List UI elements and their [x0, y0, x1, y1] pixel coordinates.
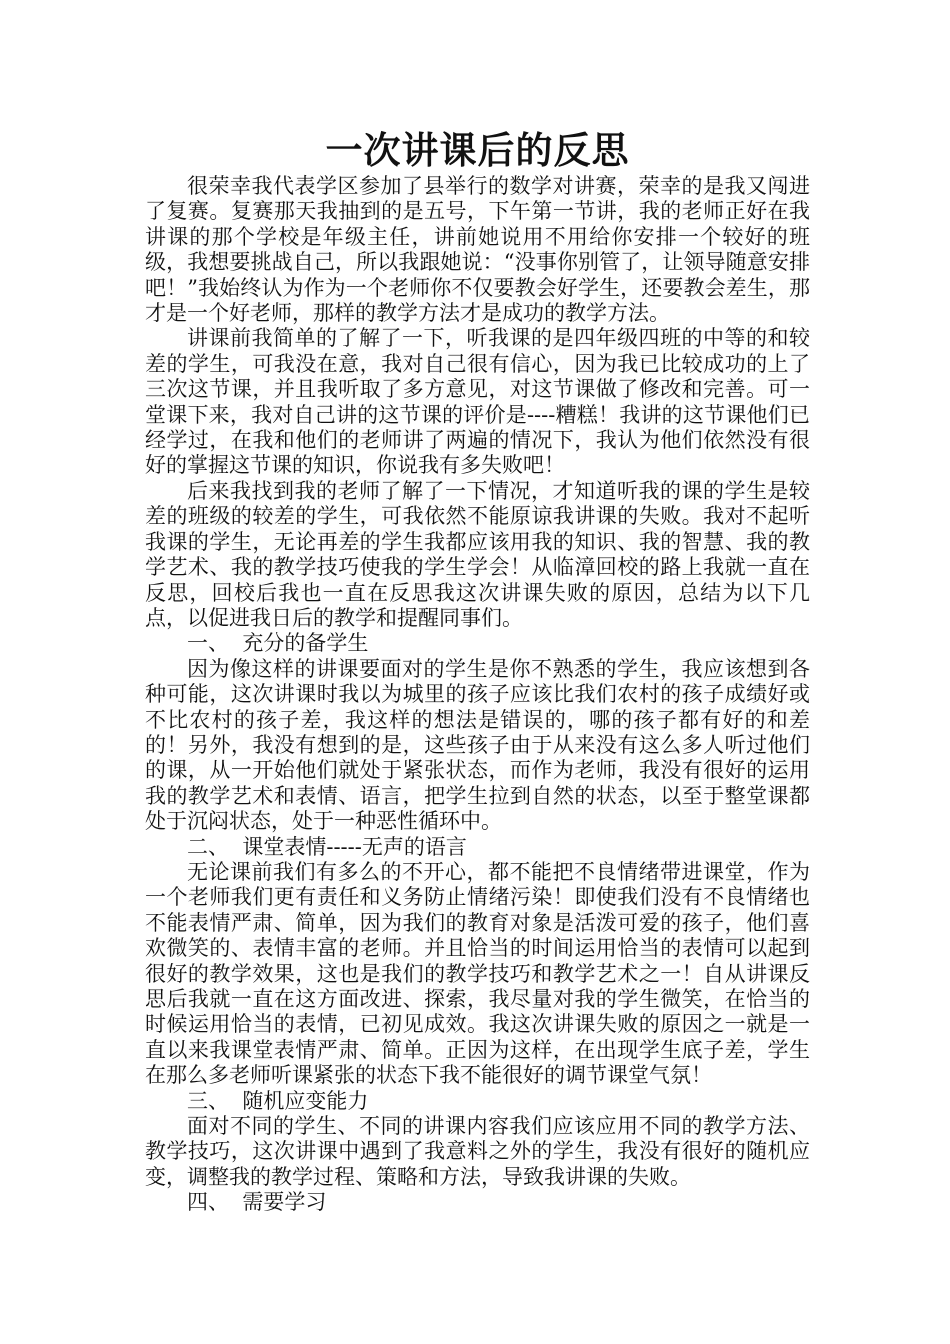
paragraph-section-2: 无论课前我们有多么的不开心，都不能把不良情绪带进课堂，作为一个老师我们更有责任和义务防止情绪污染！即使我们没有不良情绪也不能表情严肃、简单，因为我们的教育对象是活泼可爱的孩子，他们喜欢微笑的、表情丰富的老师。并且恰当的时间运用恰当的表情可以起到很好的教学效果，这也是我们的教学技巧和教学艺术之一！自从讲课反思后我就一直在这方面改进、探索，我尽量对我的学生微笑，在恰当的时候运用恰当的表情，已初见成效。我这次讲课失败的原因之一就是一直以来我课堂表情严肃、简单。正因为这样，在出现学生底子差，学生在那么多老师听课紧张的状态下我不能很好的调节课堂气氛！	[145, 859, 810, 1088]
section-heading-4: 四、 需要学习	[187, 1190, 327, 1215]
document-title: 一次讲课后的反思	[325, 128, 630, 172]
paragraph-preparation: 讲课前我简单的了解了一下，听我课的是四年级四班的中等的和较差的学生，可我没在意，我对自己很有信心，因为我已比较成功的上了三次这节课，并且我听取了多方意见，对这节课做了修改和完善。可一堂课下来，我对自己讲的这节课的评价是----糟糕！我讲的这节课他们已经学过，在我和他们的老师讲了两遍的情况下，我认为他们依然没有很好的掌握这节课的知识，你说我有多失败吧！	[145, 326, 810, 478]
document-page	[145, 128, 810, 1216]
paragraph-reflection: 后来我找到我的老师了解了一下情况，才知道听我的课的学生是较差的班级的较差的学生，可我依然不能原谅我讲课的失败。我对不起听我课的学生，无论再差的学生我都应该用我的知识、我的智慧、我的教学艺术、我的教学技巧使我的学生学会！从临漳回校的路上我就一直在反思，回校后我也一直在反思我这次讲课失败的原因，总结为以下几点，以促进我日后的教学和提醒同事们。	[145, 478, 810, 630]
paragraph-section-3: 面对不同的学生、不同的讲课内容我们应该应用不同的教学方法、教学技巧，这次讲课中遇到了我意料之外的学生，我没有很好的随机应变，调整我的教学过程、策略和方法，导致我讲课的失败。	[145, 1114, 810, 1189]
paragraph-section-1: 因为像这样的讲课要面对的学生是你不熟悉的学生，我应该想到各种可能，这次讲课时我以为城里的孩子应该比我们农村的孩子成绩好或不比农村的孩子差，我这样的想法是错误的，哪的孩子都有好的和差的！另外，我没有想到的是，这些孩子由于从来没有这么多人听过他们的课，从一开始他们就处于紧张状态，而作为老师，我没有很好的运用我的教学艺术和表情、语言，把学生拉到自然的状态，以至于整堂课都处于沉闷状态，处于一种恶性循环中。	[145, 656, 810, 834]
section-heading-1: 一、 充分的备学生	[187, 631, 369, 656]
section-heading-2: 二、 课堂表情-----无声的语言	[187, 834, 467, 859]
section-heading-3: 三、 随机应变能力	[187, 1088, 369, 1113]
paragraph-intro: 很荣幸我代表学区参加了县举行的数学对讲赛，荣幸的是我又闯进了复赛。复赛那天我抽到的是五号，下午第一节讲，我的老师正好在我讲课的那个学校是年级主任，讲前她说用不用给你安排一个较好的班级，我想要挑战自己，所以我跟她说：“没事你别管了，让领导随意安排吧！”我始终认为作为一个老师你不仅要教会好学生，还要教会差生，那才是一个好老师，那样的教学方法才是成功的教学方法。	[145, 174, 810, 326]
